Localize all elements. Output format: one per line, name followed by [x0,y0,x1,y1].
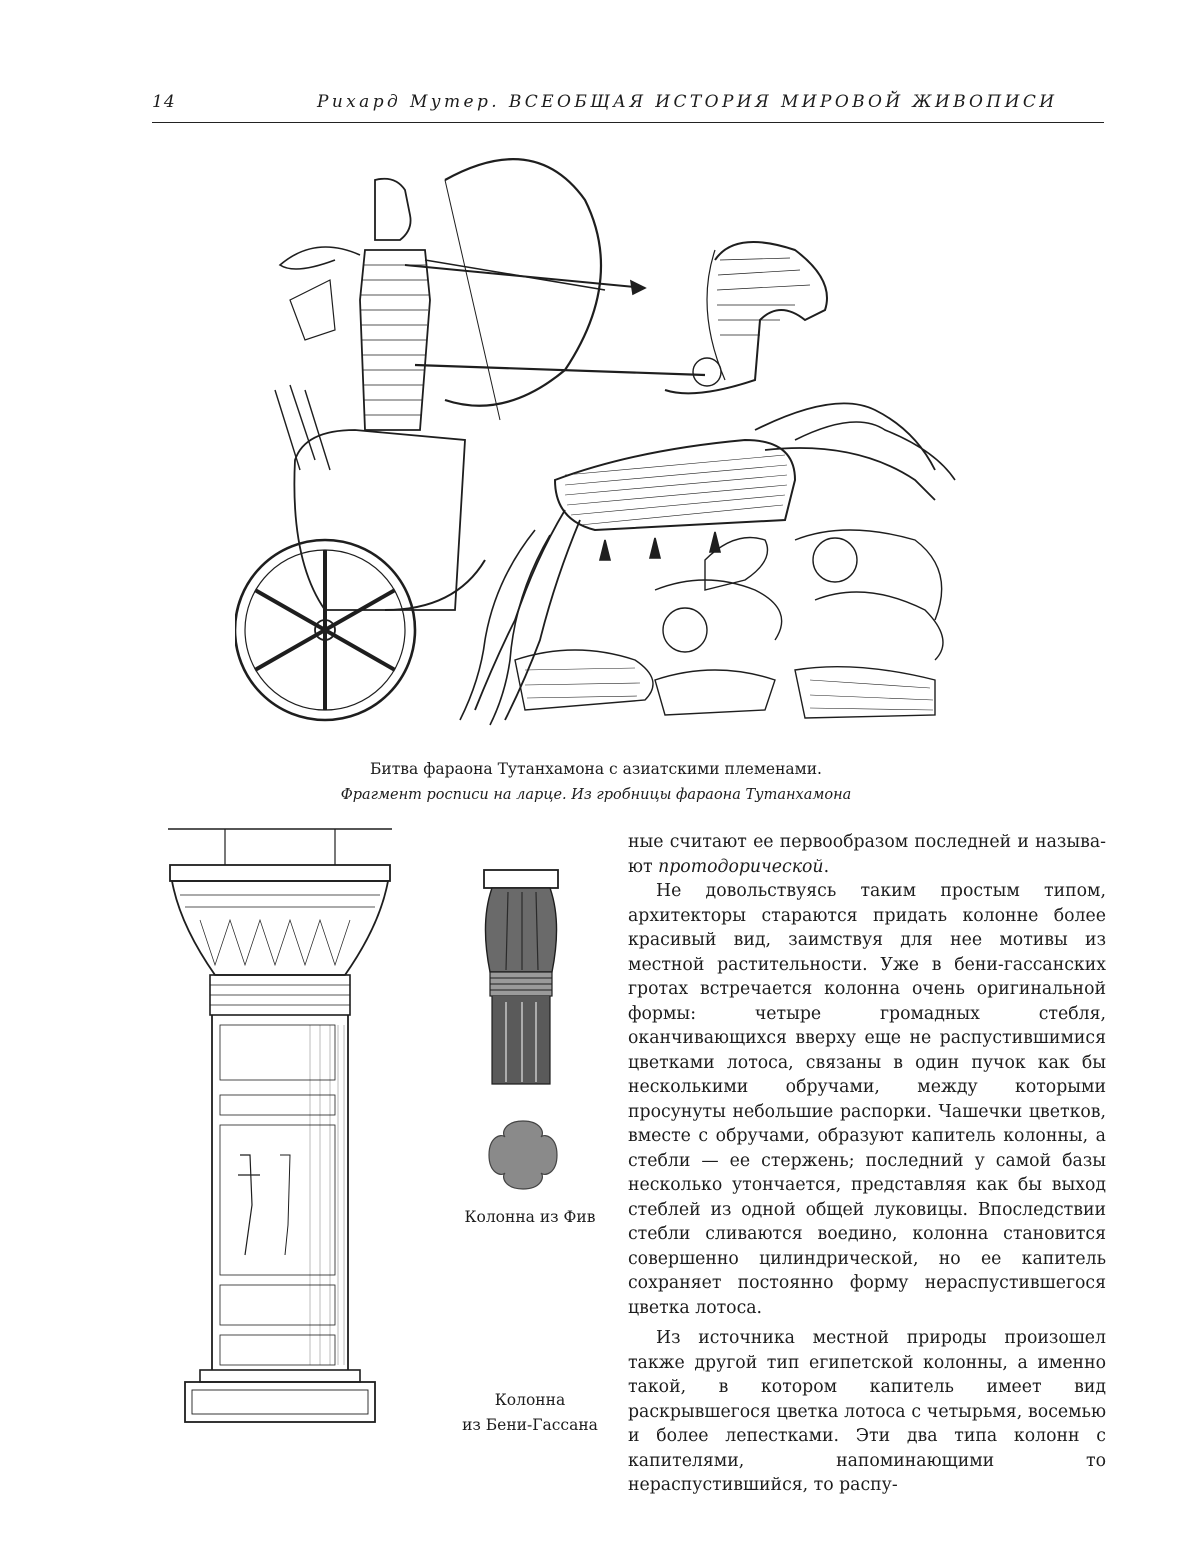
caption-column-thebes: Колонна из Фив [464,1208,596,1226]
main-caption-line1: Битва фараона Тутанхамона с азиатскими племенами. [370,760,822,778]
caption-beni-line1: Колонна [494,1391,566,1409]
illustration-column-thebes [160,825,400,1445]
paragraph-3: Из источника местной природы произошел также другой тип египетской колонны, а именно такой, в котором капитель имеет вид раскрывшегося цветка лотоса с четырьмя, восемью и более лепестками. Эти два типа колонн с капителями, напоминающими то нераспустившийся, то распу- [628,1328,1106,1495]
body-text-column [628,830,1106,1498]
paragraph-1-end: . [823,856,830,877]
running-title: Рихард Мутер. ВСЕОБЩАЯ ИСТОРИЯ МИРОВОЙ ЖИВОПИСИ [317,92,1058,112]
illustration-pharaoh-chariot [235,140,965,740]
illustration-column-cross-section [483,1115,563,1195]
running-header [152,92,1104,123]
main-caption-line2: Фрагмент росписи на ларце. Из гробницы фараона Тутанхамона [340,787,852,803]
caption-beni-line2: из Бени-Гассана [462,1416,598,1434]
paragraph-2: Не довольствуясь таким простым типом, архитекторы стараются придать колонне более красивый вид, заимствуя для нее мотивы из местной растительности. Уже в бени-гассанских гротах встречается колонна очень оригинальной формы: четыре громадных стебля, оканчивающихся вверху еще не распустившимися цветками лотоса, связаны в один пучок как бы несколькими обручами, между которыми просунуты небольшие распорки. Чашечки цветков, вместе с обручами, образуют капитель колонны, а стебли — ее стержень; последний у самой базы несколько утончается, представляя как бы выход стеблей из одной общей луковицы. Впоследствии стебли сливаются воедино, колонна становится совершенно цилиндрической, но ее капитель сохраняет постоянно форму нераспустившегося цветка лотоса. [628,881,1106,1318]
caption-column-beni-hassan [440,1388,620,1438]
paragraph-1-start: ные считают ее первообразом последней и называ-ют [628,832,1106,877]
term-protodoric: протодорической [658,856,824,877]
illustration-column-beni-hassan [470,862,570,1092]
page-number: 14 [152,92,176,112]
main-figure-caption [150,756,1042,808]
paragraph-1 [628,830,1106,879]
